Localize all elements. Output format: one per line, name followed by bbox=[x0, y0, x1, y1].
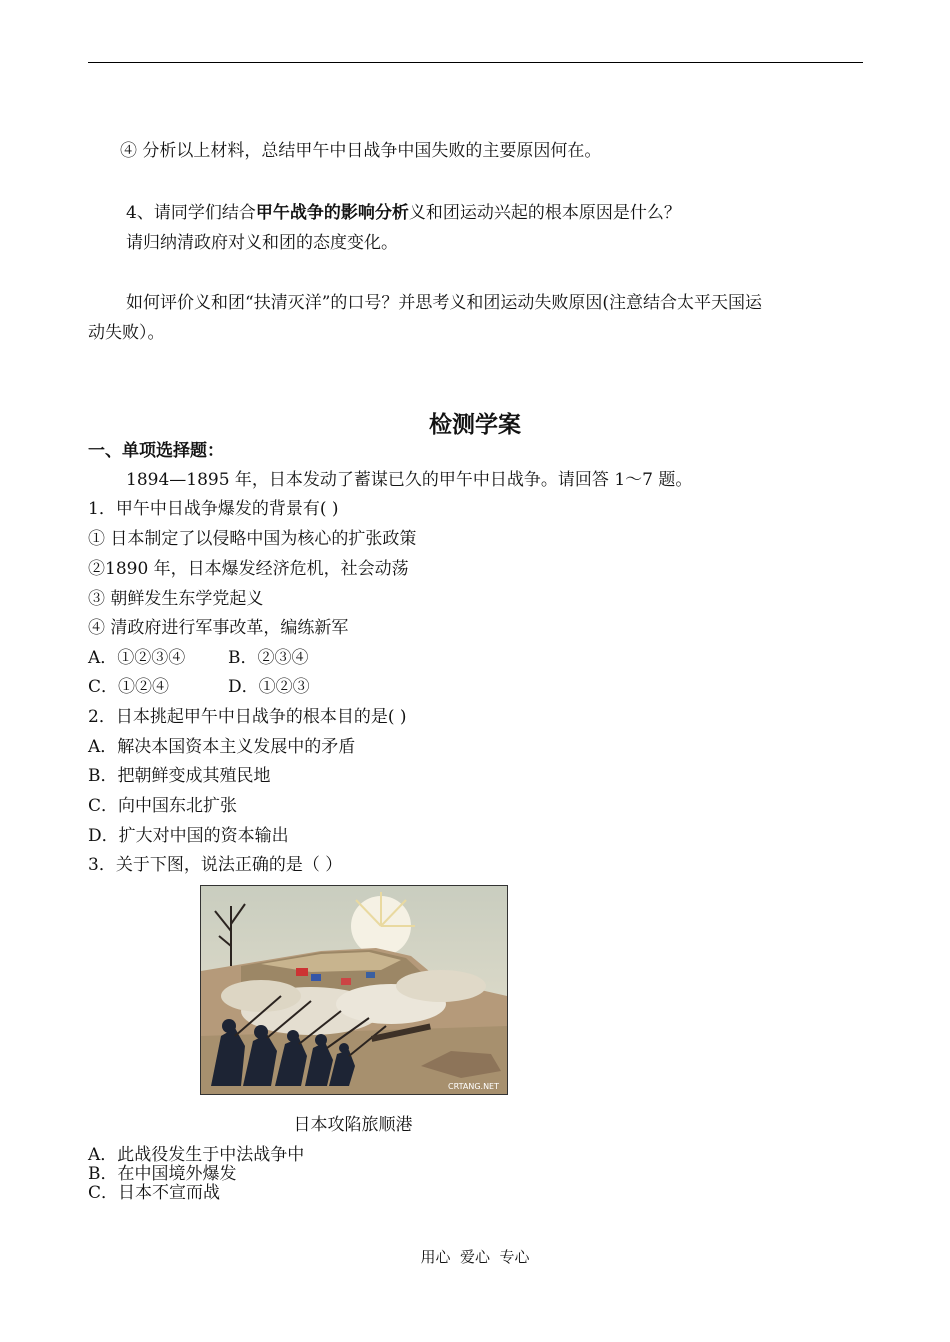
battle-painting-image bbox=[201, 886, 507, 1094]
q1-option-c: C．①②④ bbox=[88, 677, 170, 697]
q1-item-3: ③ 朝鲜发生东学党起义 bbox=[88, 589, 264, 609]
q4-post: 义和团运动兴起的根本原因是什么？ bbox=[408, 203, 681, 223]
battle-illustration bbox=[200, 885, 508, 1095]
q4-pre: 4、请同学们结合 bbox=[126, 203, 256, 223]
q3-option-b: B．在中国境外爆发 bbox=[88, 1164, 237, 1184]
section1-heading: 一、单项选择题： bbox=[88, 441, 224, 461]
q3-stem: 3．关于下图，说法正确的是（ ） bbox=[88, 855, 343, 875]
q1-stem: 1．甲午中日战争爆发的背景有( ) bbox=[88, 499, 339, 519]
section-title: 检测学案 bbox=[429, 412, 521, 438]
section1-intro: 1894—1895 年，日本发动了蓄谋已久的甲午中日战争。请回答 1～7 题。 bbox=[126, 470, 693, 490]
image-caption: 日本攻陷旅顺港 bbox=[293, 1115, 413, 1135]
q4-line1 bbox=[126, 202, 681, 224]
q1-option-d: D．①②③ bbox=[228, 677, 310, 697]
q4-item: ④ 分析以上材料，总结甲午中日战争中国失败的主要原因何在。 bbox=[120, 141, 602, 161]
q4-line2: 请归纳清政府对义和团的态度变化。 bbox=[126, 233, 398, 253]
q2-option-d: D．扩大对中国的资本输出 bbox=[88, 826, 289, 846]
q1-item-4: ④ 清政府进行军事改革，编练新军 bbox=[88, 618, 349, 638]
q1-option-a: A．①②③④ bbox=[88, 648, 186, 668]
q1-item-1: ① 日本制定了以侵略中国为核心的扩张政策 bbox=[88, 529, 417, 549]
q2-stem: 2．日本挑起甲午中日战争的根本目的是( ) bbox=[88, 707, 407, 727]
image-watermark: CRTANG.NET bbox=[448, 1082, 499, 1091]
q2-option-b: B．把朝鲜变成其殖民地 bbox=[88, 766, 271, 786]
q1-item-2: ②1890 年，日本爆发经济危机，社会动荡 bbox=[88, 559, 409, 579]
q2-option-c: C．向中国东北扩张 bbox=[88, 796, 238, 816]
q5-line1: 如何评价义和团“扶清灭洋”的口号？并思考义和团运动失败原因(注意结合太平天国运 bbox=[126, 293, 763, 313]
q3-option-a: A．此战役发生于中法战争中 bbox=[88, 1145, 305, 1165]
q1-option-b: B．②③④ bbox=[228, 648, 309, 668]
header-rule bbox=[88, 62, 863, 63]
q3-option-c: C．日本不宣而战 bbox=[88, 1183, 221, 1203]
page-footer: 用心 爱心 专心 bbox=[420, 1248, 530, 1266]
q5-line2: 动失败）。 bbox=[88, 323, 165, 343]
q4-bold: 甲午战争的影响分析 bbox=[255, 203, 409, 223]
q2-option-a: A．解决本国资本主义发展中的矛盾 bbox=[88, 737, 356, 757]
